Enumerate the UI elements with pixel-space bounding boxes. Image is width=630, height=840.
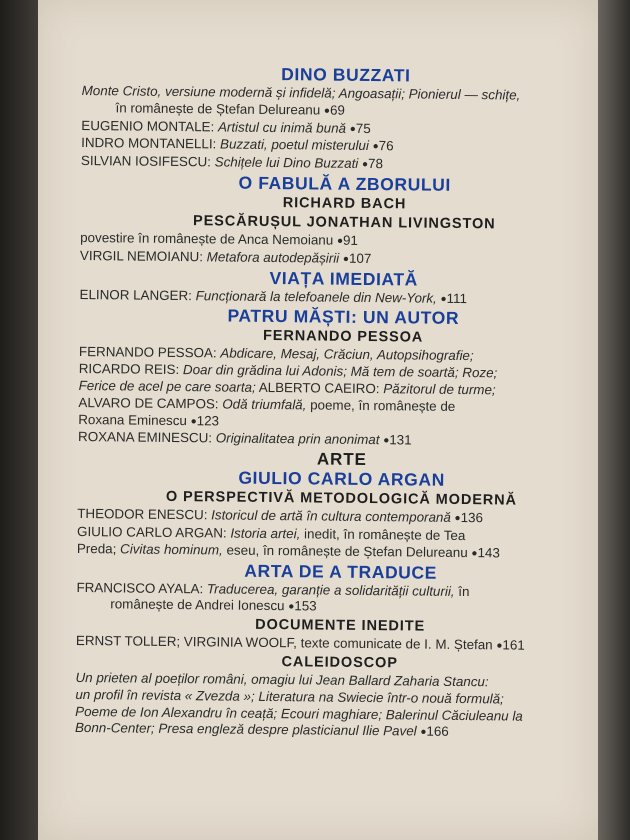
caleidoscop-line-4: Bonn-Center; Presa engleză despre plasticianul Ilie Pavel ●166 (74, 720, 449, 740)
page-number: 69 (329, 102, 345, 118)
title: Funcționară la telefoanele din New-York, (195, 287, 437, 306)
bullet-icon: ● (190, 415, 197, 427)
page-number: 75 (355, 120, 371, 136)
heading-caleidoscop: CALEIDOSCOP (281, 654, 398, 672)
title: Ferice de acel pe care soarta; (78, 377, 256, 395)
bullet-icon: ● (454, 513, 461, 525)
title: Istoria artei, (230, 525, 301, 542)
title: Buzzati, poetul misterului (219, 136, 369, 154)
heading-arta-de-a-traduce: ARTA DE A TRADUCE (244, 560, 438, 583)
page-number: 131 (389, 432, 412, 448)
title: Istoricul de artă în cultura contemporană (211, 507, 451, 526)
page-number: 111 (446, 290, 468, 306)
author: EUGENIO MONTALE: (81, 117, 215, 134)
traduce-entry-ayala: FRANCISCO AYALA: Traducerea, garanție a solidarității culturii, în (76, 579, 470, 599)
arte-entry-argan-cont: Preda; Civitas hominum, eseu, în românește de Ștefan Delureanu ●143 (76, 540, 500, 561)
book-edge-right (598, 0, 630, 840)
heading-giulio-carlo-argan: GIULIO CARLO ARGAN (238, 467, 446, 490)
title: Originalitatea prin anonimat (215, 430, 380, 448)
subheading-richard-bach: RICHARD BACH (282, 195, 407, 213)
masti-entry-campos: ALVARO DE CAMPOS: Odă triumfală, poeme, în românește de (78, 394, 456, 414)
heading-documente-inedite: DOCUMENTE INEDITE (255, 616, 426, 635)
fabula-entry-1: povestire în românește de Anca Nemoianu ●91 (80, 229, 359, 248)
author: ALVARO DE CAMPOS: (78, 394, 219, 412)
book-edge-left (0, 0, 38, 840)
author: VIRGIL NEMOIANU: (79, 247, 204, 265)
heading-fabula-zborului: O FABULĂ A ZBORULUI (238, 172, 451, 195)
author: ROXANA EMINESCU: (77, 429, 213, 446)
masti-entry-campos-translator: Roxana Eminescu ●123 (78, 411, 220, 429)
page-number: 91 (342, 232, 359, 248)
heading-arte: ARTE (316, 449, 367, 470)
caleidoscop-line-1: Un prieten al poeților români, omagiu lui Jean Ballard Zaharia Stancu: (75, 669, 489, 690)
title: Civitas hominum, (120, 541, 223, 558)
bullet-icon: ● (323, 105, 331, 117)
page-number: 78 (368, 156, 384, 172)
author: INDRO MONTANELLI: (81, 135, 217, 152)
bullet-icon: ● (336, 235, 344, 247)
author: RICARDO REIS: (78, 361, 180, 378)
bullet-icon: ● (496, 640, 503, 652)
title: Traducerea, garanție a solidarității culturii, (206, 580, 455, 599)
page (38, 0, 598, 840)
caleidoscop-line-3: Poeme de Ion Alexandru în ceață; Ecouri maghiare; Balerinul Căciuleanu la (75, 703, 523, 724)
heading-viata-imediata: VIAȚA IMEDIATĂ (269, 267, 419, 290)
author: SILVIAN IOSIFESCU: (80, 153, 212, 170)
buzzati-entry-1-translator: în românește de Ștefan Delureanu ●69 (115, 100, 345, 118)
bullet-icon: ● (342, 253, 350, 265)
title: Schițele lui Dino Buzzati (214, 154, 359, 172)
author: FRANCISCO AYALA: (76, 579, 204, 596)
heading-patru-masti: PATRU MĂȘTI: UN AUTOR (227, 305, 460, 329)
arte-entry-argan: GIULIO CARLO ARGAN: Istoria artei, inedit, în românește de Tea (77, 523, 466, 543)
bullet-icon: ● (372, 141, 379, 153)
title: Artistul cu inimă bună (217, 119, 347, 136)
page-number: 123 (196, 412, 220, 429)
title: Păzitorul de turme; (383, 381, 496, 398)
page-number: 107 (348, 250, 372, 266)
caleidoscop-line-2: un profil în revista « Zvezda »; Literatura na Swiecie într-o nouă formulă; (75, 686, 504, 707)
title: Abdicare, Mesaj, Crăciun, Autopsihografie; (220, 345, 474, 364)
subheading-perspectiva: O PERSPECTIVĂ METODOLOGICĂ MODERNĂ (165, 489, 517, 509)
traduce-entry-translator: românește de Andrei Ionescu ●153 (110, 596, 317, 614)
author: FERNANDO PESSOA: (78, 344, 217, 361)
author: GIULIO CARLO ARGAN: (77, 523, 227, 541)
buzzati-entry-1: Monte Cristo, versiune modernă și infidelă; Angoasații; Pionierul — schițe, (81, 82, 521, 103)
bullet-icon: ● (440, 293, 447, 305)
title: Doar din grădina lui Adonis; Mă tem de soartă; Roze; (182, 362, 498, 381)
heading-dino-buzzati: DINO BUZZATI (281, 64, 411, 86)
title: Odă triumfală, (222, 396, 307, 413)
title: Metafora autodepășirii (206, 249, 340, 266)
documente-entry: ERNST TOLLER; VIRGINIA WOOLF, texte comunicate de I. M. Ștefan ●161 (75, 633, 525, 653)
table-of-contents (75, 62, 598, 744)
author: THEODOR ENESCU: (77, 506, 208, 523)
page-number: 136 (460, 510, 484, 526)
page-number: 166 (426, 723, 449, 740)
page-number: 143 (477, 544, 500, 561)
subheading-fernando-pessoa: FERNANDO PESSOA (262, 328, 424, 346)
author: ALBERTO CAEIRO: (258, 379, 380, 397)
page-number: 153 (294, 598, 317, 614)
page-number: 76 (378, 138, 394, 154)
bullet-icon: ● (420, 726, 427, 738)
bullet-icon: ● (383, 435, 390, 447)
bullet-icon: ● (361, 159, 369, 171)
bullet-icon: ● (349, 123, 356, 135)
author: ELINOR LANGER: (79, 286, 193, 303)
bullet-icon: ● (288, 601, 295, 613)
page-number: 161 (502, 637, 525, 653)
subheading-pescarusul: PESCĂRUȘUL JONATHAN LIVINGSTON (192, 213, 496, 233)
bullet-icon: ● (471, 547, 478, 559)
